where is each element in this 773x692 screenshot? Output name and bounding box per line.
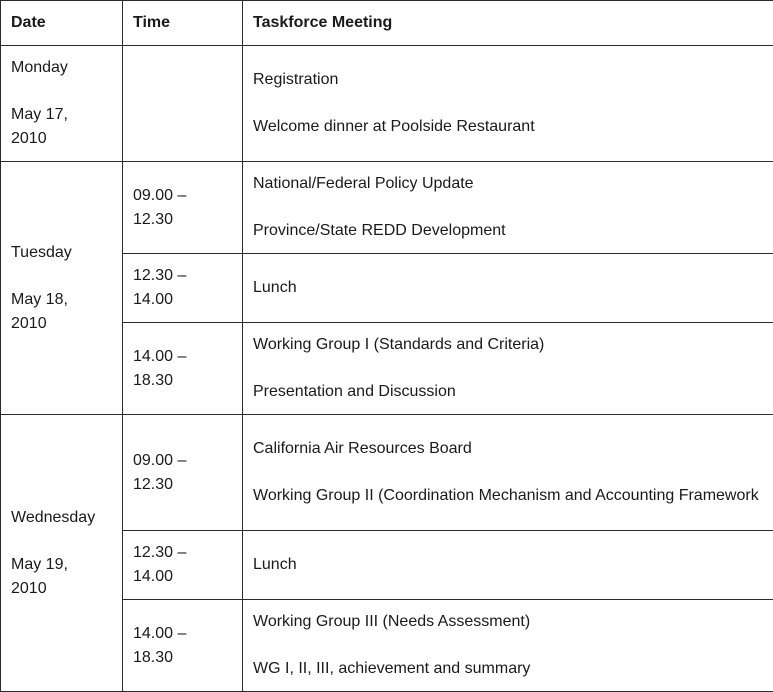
date-label: May 19, bbox=[11, 555, 68, 573]
agenda-item: Working Group I (Standards and Criteria) bbox=[253, 336, 545, 353]
weekday-label: Wednesday bbox=[11, 508, 96, 526]
agenda-item: Working Group II (Coordination Mechanism and Accounting Framework bbox=[253, 487, 759, 504]
table-row bbox=[1, 46, 773, 162]
time-end: 18.30 bbox=[133, 648, 174, 666]
header-date: Date bbox=[1, 1, 123, 46]
agenda-item: National/Federal Policy Update bbox=[253, 175, 474, 192]
year-label: 2010 bbox=[11, 579, 47, 597]
date-cell-monday bbox=[1, 46, 123, 162]
weekday-label: Monday bbox=[11, 59, 68, 76]
time-start: 09.00 – bbox=[133, 451, 187, 469]
agenda-item: WG I, II, III, achievement and summary bbox=[253, 660, 531, 677]
time-cell bbox=[123, 162, 243, 254]
time-cell bbox=[123, 600, 243, 692]
agenda-item: Working Group III (Needs Assessment) bbox=[253, 613, 531, 630]
date-cell-tuesday bbox=[1, 162, 123, 415]
time-end: 18.30 bbox=[133, 371, 174, 389]
time-end: 14.00 bbox=[133, 291, 174, 308]
time-cell bbox=[123, 46, 243, 162]
time-cell bbox=[123, 254, 243, 323]
time-start: 14.00 – bbox=[133, 347, 187, 365]
agenda-item: Lunch bbox=[253, 279, 297, 296]
time-cell bbox=[123, 323, 243, 415]
header-meeting: Taskforce Meeting bbox=[243, 1, 773, 46]
time-end: 12.30 bbox=[133, 210, 174, 228]
time-start: 14.00 – bbox=[133, 624, 187, 642]
table-row bbox=[1, 415, 773, 531]
time-end: 12.30 bbox=[133, 475, 174, 493]
meeting-cell bbox=[243, 531, 773, 600]
meeting-cell bbox=[243, 323, 773, 415]
meeting-cell bbox=[243, 254, 773, 323]
time-start: 12.30 – bbox=[133, 267, 187, 284]
agenda-item: Registration bbox=[253, 71, 339, 88]
meeting-cell bbox=[243, 415, 773, 531]
weekday-label: Tuesday bbox=[11, 243, 72, 261]
meeting-cell bbox=[243, 600, 773, 692]
meeting-cell bbox=[243, 46, 773, 162]
agenda-item: Lunch bbox=[253, 556, 297, 573]
agenda-item: Province/State REDD Development bbox=[253, 222, 506, 239]
time-start: 09.00 – bbox=[133, 186, 187, 204]
time-end: 14.00 bbox=[133, 568, 174, 585]
table-row bbox=[1, 162, 773, 254]
year-label: 2010 bbox=[11, 130, 47, 147]
time-cell bbox=[123, 415, 243, 531]
date-cell-wednesday bbox=[1, 415, 123, 692]
header-row bbox=[1, 1, 773, 46]
header-time: Time bbox=[123, 1, 243, 46]
date-label: May 17, bbox=[11, 106, 68, 123]
agenda-item: Welcome dinner at Poolside Restaurant bbox=[253, 118, 535, 135]
time-cell bbox=[123, 531, 243, 600]
meeting-cell bbox=[243, 162, 773, 254]
date-label: May 18, bbox=[11, 290, 68, 308]
time-start: 12.30 – bbox=[133, 544, 187, 561]
year-label: 2010 bbox=[11, 314, 47, 332]
agenda-item: California Air Resources Board bbox=[253, 440, 472, 457]
agenda-item: Presentation and Discussion bbox=[253, 383, 456, 400]
